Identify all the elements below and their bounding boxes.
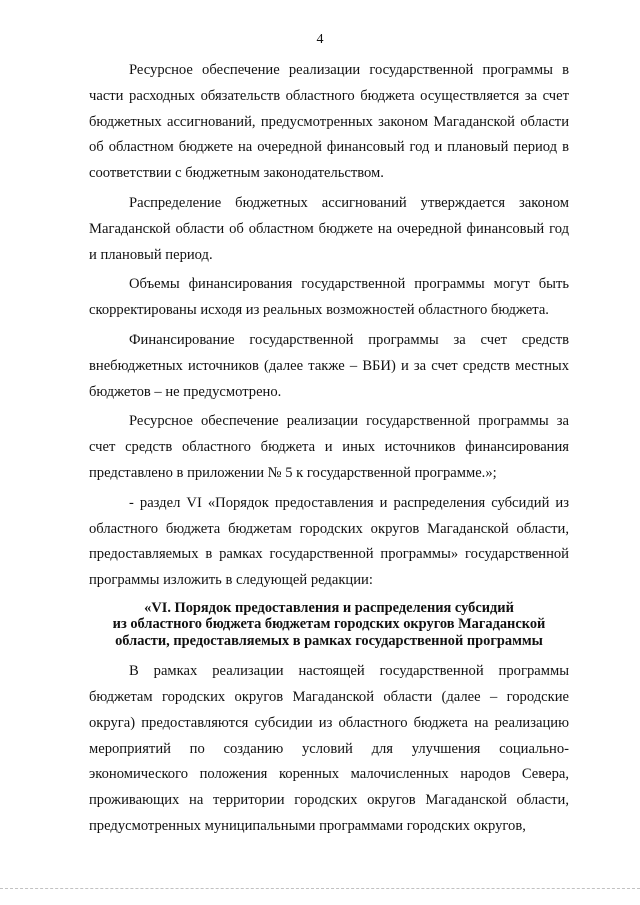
page-number: 4	[316, 32, 324, 47]
paragraph-resource-provision: Ресурсное обеспечение реализации государственной программы в части расходных обязательств областного бюджета осуществляется за счет бюджетных ассигнований, предусмотренных законом Магаданской области об областном бюджете на очередной финансовый год и плановый период в соответствии с бюджетным законодательством.	[89, 62, 569, 182]
section-heading-line: «VI. Порядок предоставления и распределения субсидий	[144, 599, 514, 616]
paragraph-extrabudgetary-funding: Финансирование государственной программы за счет средств внебюджетных источников (далее также – ВБИ) и за счет средств местных бюджетов – не предусмотрено.	[89, 331, 569, 400]
paragraph-allocation: Распределение бюджетных ассигнований утверждается законом Магаданской области об областном бюджете на очередной финансовый год и плановый период.	[89, 194, 569, 263]
section-heading-line: из областного бюджета бюджетам городских округов Магаданской	[112, 616, 546, 633]
page-bottom-edge	[0, 888, 640, 889]
paragraph-annex-reference: Ресурсное обеспечение реализации государственной программы за счет средств областного бюджета и иных источников финансирования представлено в приложении № 5 к государственной программе.»;	[89, 413, 569, 481]
paragraph-section-amendment: - раздел VI «Порядок предоставления и распределения субсидий из областного бюджета бюджетам городских округов Магаданской области, предоставляемых в рамках государственной программы» государственной программы изложить в следующей редакции:	[89, 494, 569, 589]
paragraph-funding-volumes: Объемы финансирования государственной программы могут быть скорректированы исходя из реальных возможностей областного бюджета.	[89, 276, 569, 319]
section-heading	[89, 600, 569, 649]
paragraph-subsidies: В рамках реализации настоящей государственной программы бюджетам городских округов Магаданской области (далее – городские округа) предоставляются субсидии из областного бюджета на реализацию мероприятий по созданию условий для улучшения социально-экономического положения коренных малочисленных народов Севера, проживающих на территории городских округов Магаданской области, предусмотренных муниципальными программами городских округов,	[89, 663, 569, 834]
section-heading-line: области, предоставляемых в рамках государственной программы	[115, 632, 543, 649]
document-body	[89, 58, 569, 844]
